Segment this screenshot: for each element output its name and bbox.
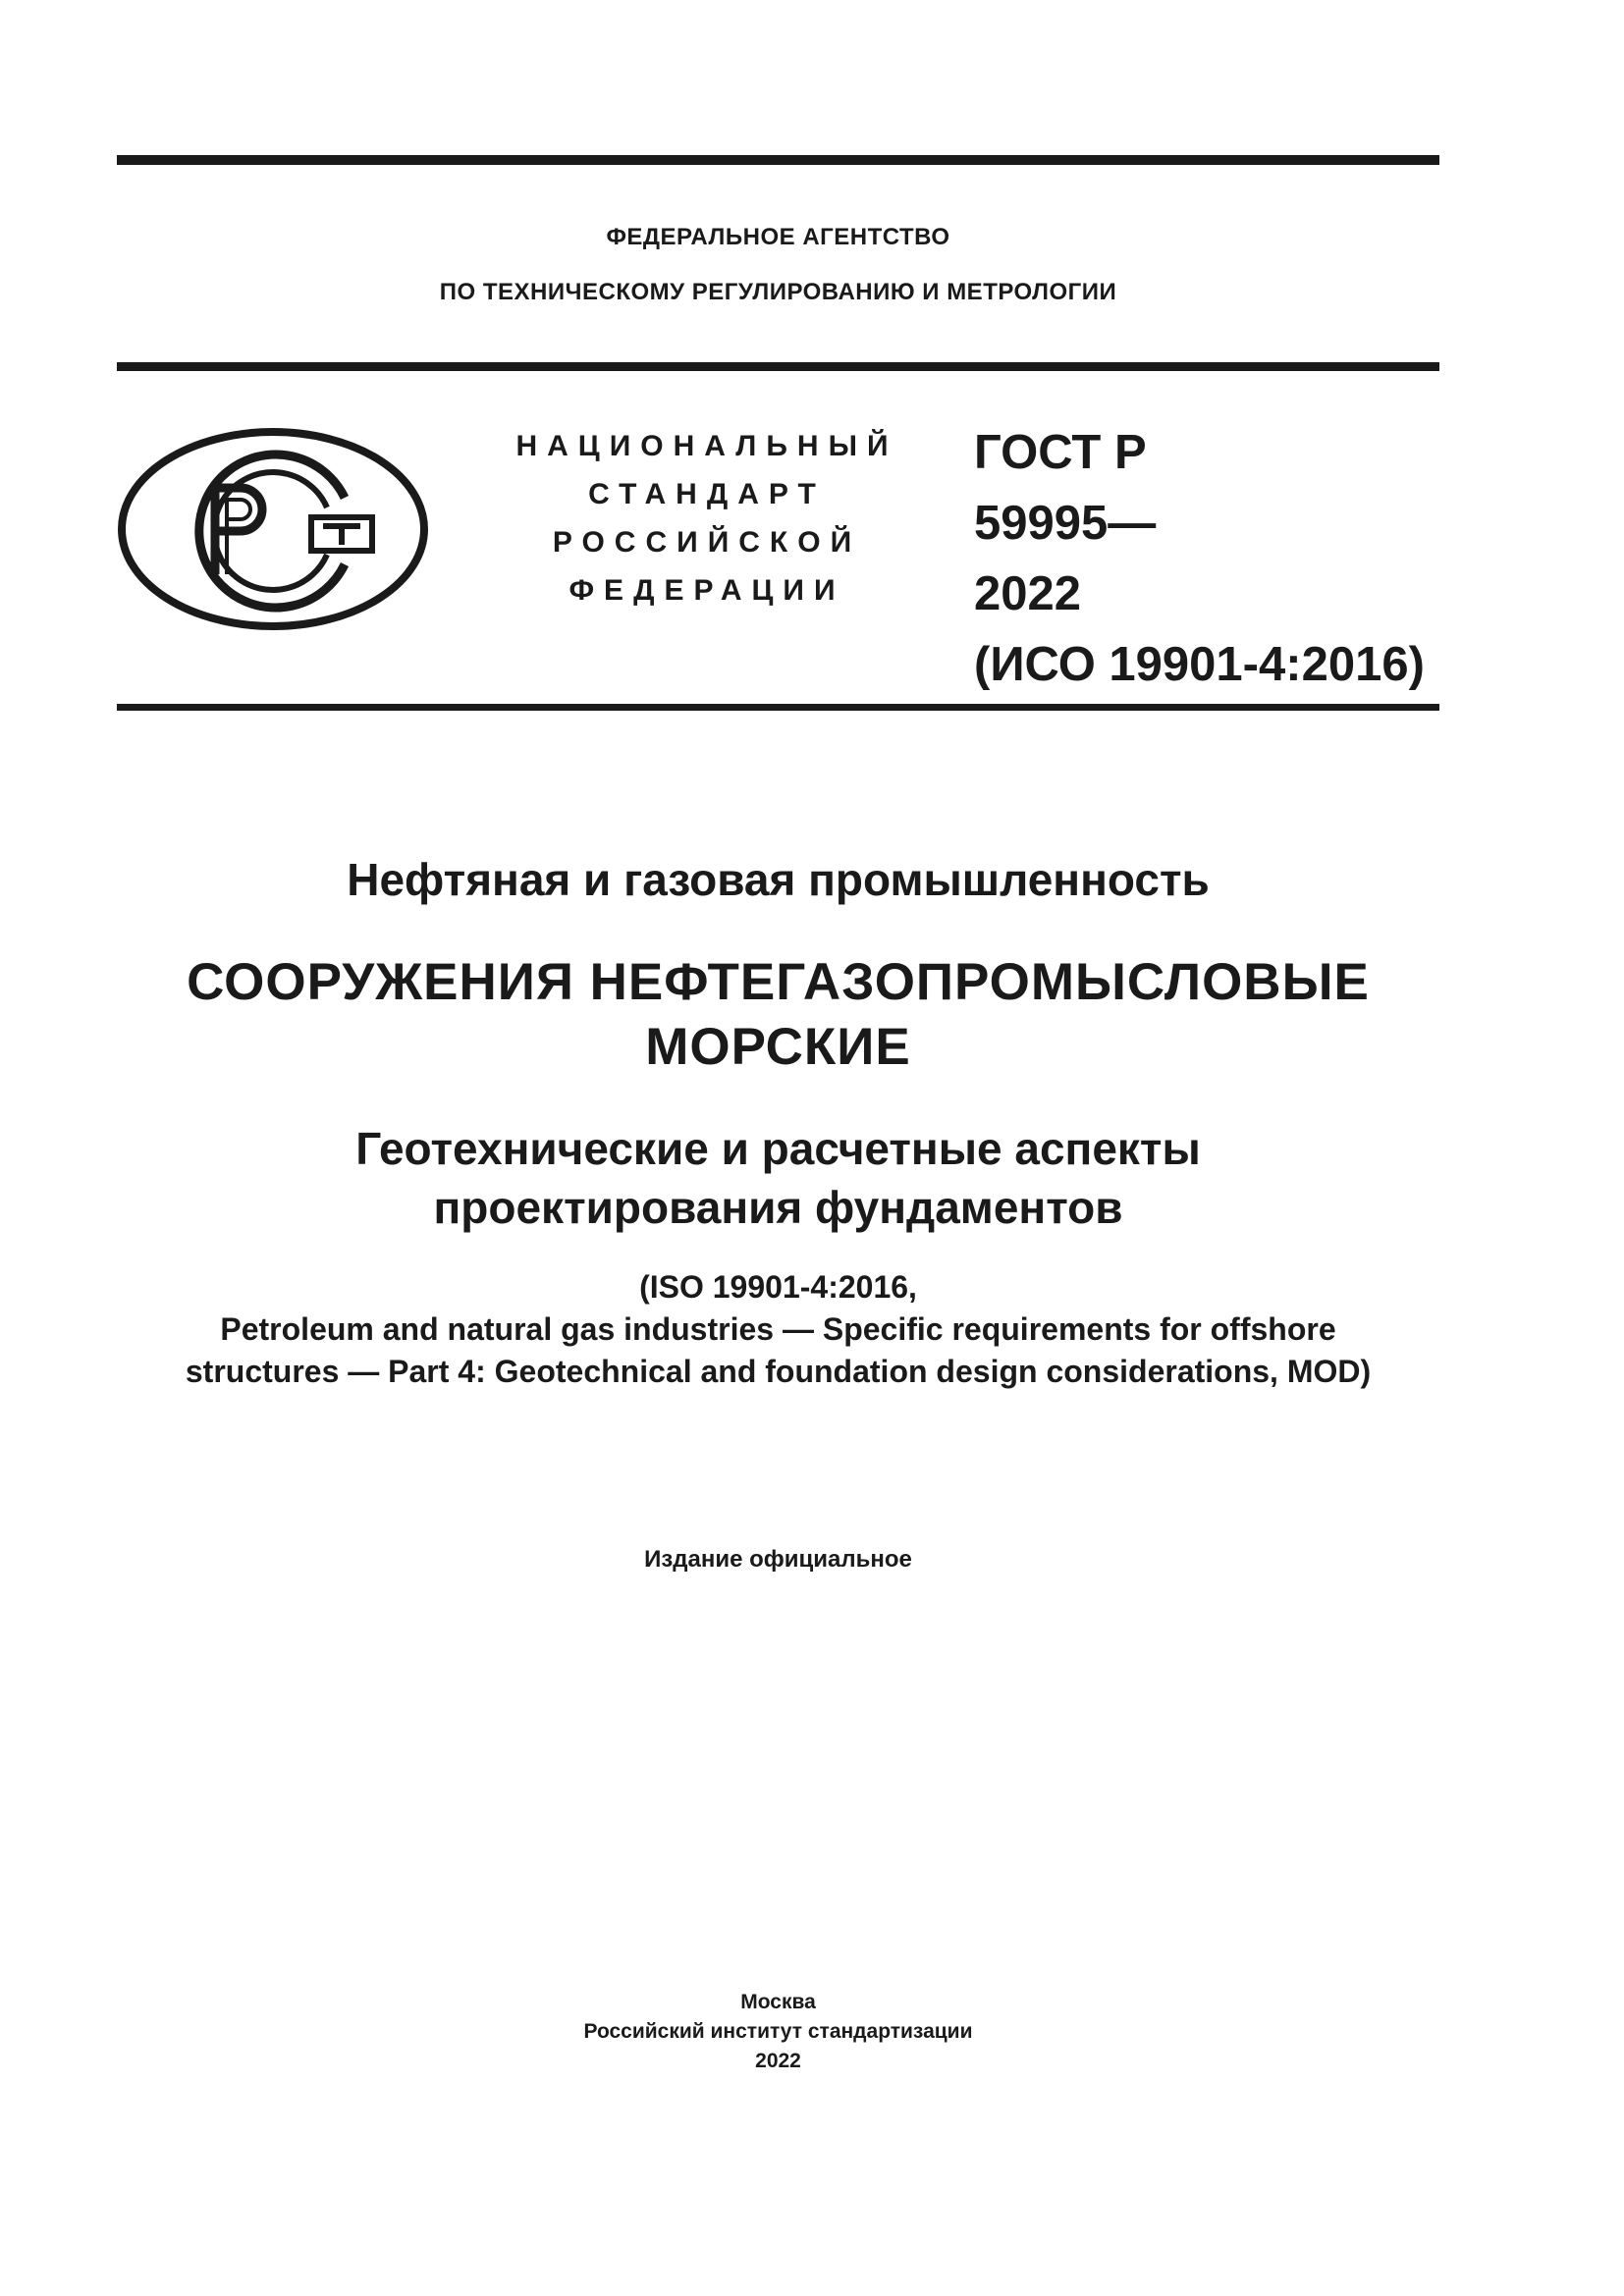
edition-label: Издание официальное <box>644 1546 912 1573</box>
agency-line-2: ПО ТЕХНИЧЕСКОМУ РЕГУЛИРОВАНИЮ И МЕТРОЛОГИИ <box>439 279 1117 305</box>
header-rule <box>117 362 1439 371</box>
national-line-4: ФЕДЕРАЦИИ <box>568 574 845 607</box>
code-line-4: (ИСО 19901-4:2016) <box>974 638 1425 691</box>
subtitle-line-2: проектирования фундаментов <box>433 1182 1123 1233</box>
publisher-institute: Российский институт стандартизации <box>583 2020 973 2043</box>
standard-rule <box>117 704 1439 711</box>
main-title-line-2: МОРСКИЕ <box>645 1018 911 1076</box>
publisher-block <box>117 1988 1439 2076</box>
national-line-1: НАЦИОНАЛЬНЫЙ <box>515 430 898 462</box>
standard-code-block <box>974 417 1445 700</box>
code-line-3: 2022 <box>974 567 1082 620</box>
code-line-1: ГОСТ Р <box>974 426 1147 479</box>
code-line-2: 59995— <box>974 497 1157 550</box>
subtitle-line-1: Геотехнические и расчетные аспекты <box>355 1123 1201 1174</box>
national-line-2: СТАНДАРТ <box>588 478 826 510</box>
iso-line-1: (ISO 19901-4:2016, <box>639 1269 917 1305</box>
agency-line-1: ФЕДЕРАЛЬНОЕ АГЕНТСТВО <box>606 224 950 250</box>
top-rule <box>117 155 1439 165</box>
main-title-line-1: СООРУЖЕНИЯ НЕФТЕГАЗОПРОМЫСЛОВЫЕ <box>187 953 1370 1011</box>
publisher-year: 2022 <box>755 2050 801 2072</box>
rst-certification-logo-icon <box>117 427 429 631</box>
publisher-city: Москва <box>740 1991 816 2013</box>
iso-line-3: structures — Part 4: Geotechnical and foundation design considerations, MOD) <box>185 1354 1372 1389</box>
industry-title: Нефтяная и газовая промышленность <box>347 854 1210 905</box>
national-standard-block <box>491 422 923 614</box>
subtitle <box>117 1119 1439 1237</box>
main-title <box>117 950 1439 1080</box>
national-line-3: РОССИЙСКОЙ <box>552 526 862 559</box>
iso-reference <box>117 1266 1439 1393</box>
iso-line-2: Petroleum and natural gas industries — Specific requirements for offshore <box>220 1311 1336 1347</box>
